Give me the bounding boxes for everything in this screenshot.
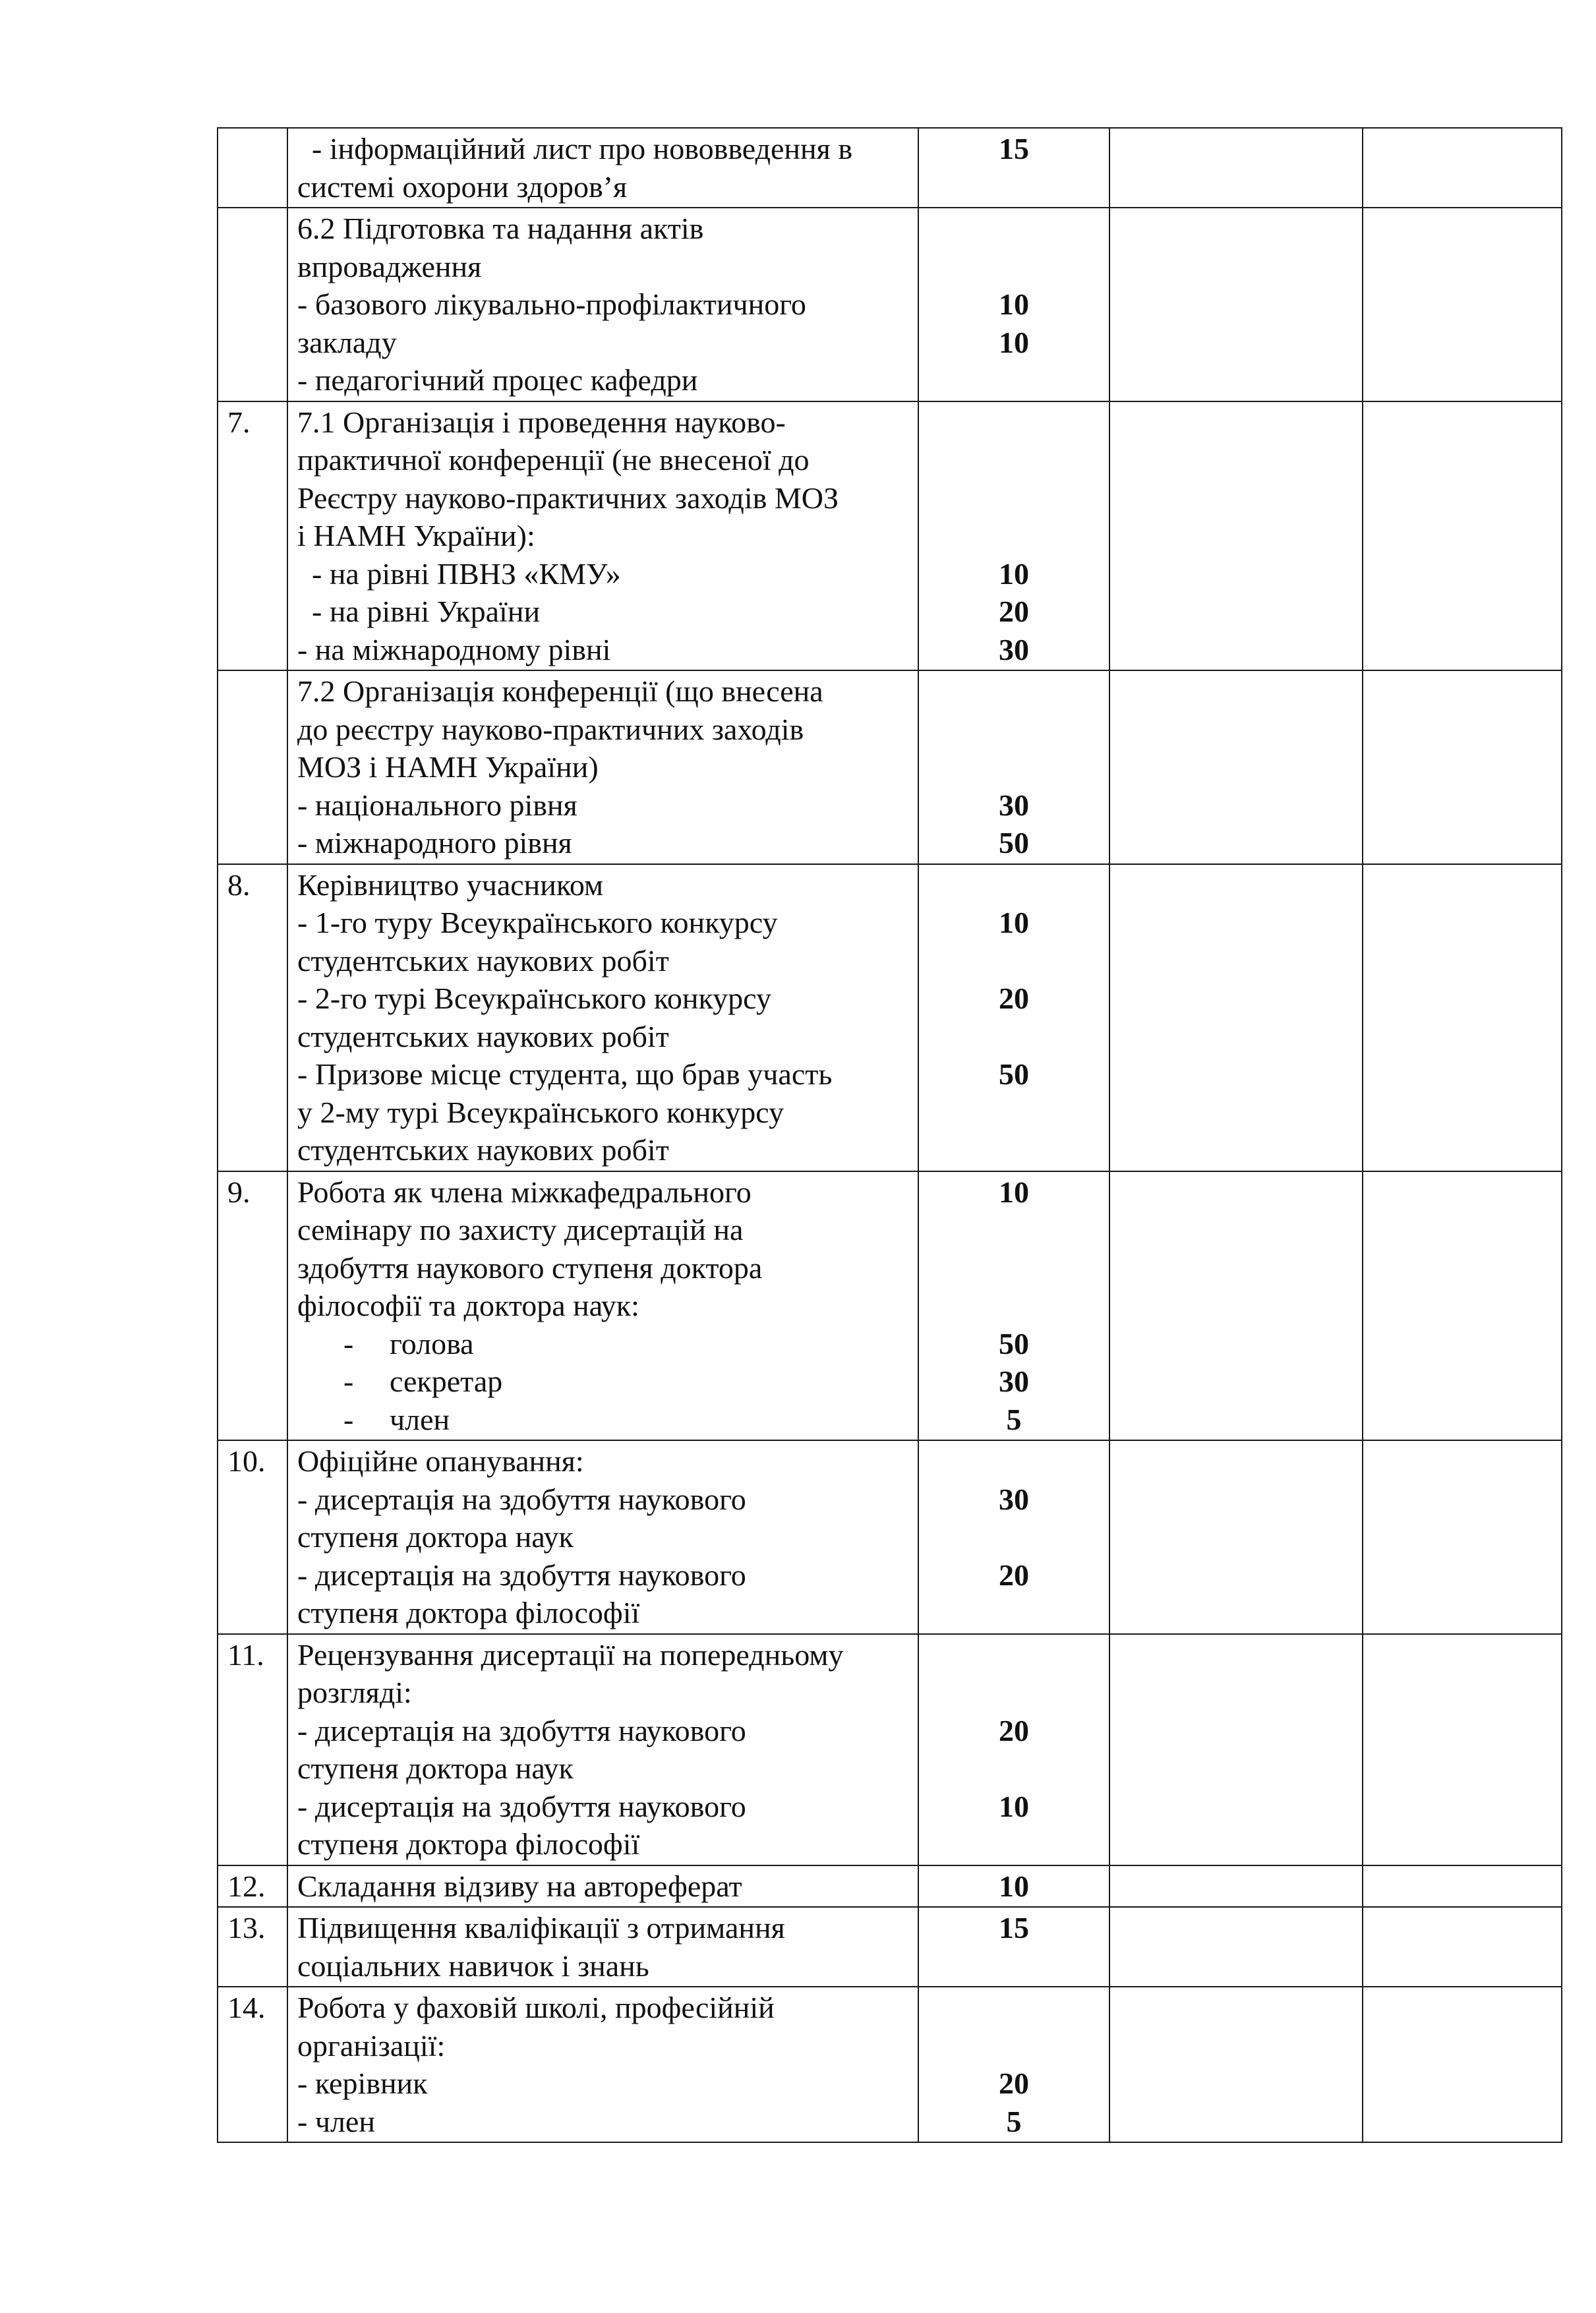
empty-cell <box>1109 864 1363 1171</box>
criterion-description: 6.2 Підготовка та надання актів впровадження - базового лікувально-профілактичного закладу - педагогічний процес кафедри <box>287 208 918 401</box>
points-cell: 10 <box>918 1865 1109 1908</box>
row-number: 11. <box>218 1634 287 1865</box>
table-row <box>218 1907 1562 1987</box>
criterion-description: - інформаційний лист про нововведення в системі охорони здоров’я <box>287 128 918 208</box>
points-cell: 30 50 <box>918 670 1109 864</box>
criterion-description: Рецензування дисертації на попередньому розгляді: - дисертація на здобуття наукового ступеня доктора наук - дисертація на здобуття наукового ступеня доктора філософії <box>287 1634 918 1865</box>
empty-cell <box>1109 128 1363 208</box>
points-cell: 10 20 50 <box>918 864 1109 1171</box>
table-row <box>218 1440 1562 1634</box>
criterion-description: Підвищення кваліфікації з отримання соціальних навичок і знань <box>287 1907 918 1987</box>
criterion-description: Робота у фаховій школі, професійній організації: - керівник - член <box>287 1987 918 2142</box>
table-row <box>218 401 1562 671</box>
empty-cell <box>1109 1907 1363 1987</box>
table-row <box>218 208 1562 401</box>
row-number <box>218 670 287 864</box>
points-cell: 30 20 <box>918 1440 1109 1634</box>
table-row <box>218 1987 1562 2142</box>
criterion-description: 7.1 Організація і проведення науково- практичної конференції (не внесеної до Реєстру науково-практичних заходів МОЗ і НАМН України): - на рівні ПВНЗ «КМУ» - на рівні України - на міжнародному рівні <box>287 401 918 671</box>
empty-cell <box>1109 670 1363 864</box>
criterion-description: Складання відзиву на автореферат <box>287 1865 918 1908</box>
points-cell: 15 <box>918 128 1109 208</box>
empty-cell <box>1109 1440 1363 1634</box>
empty-cell <box>1363 1634 1562 1865</box>
points-cell: 15 <box>918 1907 1109 1987</box>
table-row <box>218 1171 1562 1441</box>
empty-cell <box>1363 1171 1562 1441</box>
row-number: 14. <box>218 1987 287 2142</box>
points-cell: 20 5 <box>918 1987 1109 2142</box>
empty-cell <box>1109 1634 1363 1865</box>
empty-cell <box>1109 1171 1363 1441</box>
points-cell: 20 10 <box>918 1634 1109 1865</box>
points-cell: 10 10 <box>918 208 1109 401</box>
table-row <box>218 864 1562 1171</box>
row-number: 13. <box>218 1907 287 1987</box>
row-number <box>218 208 287 401</box>
criterion-description: Офіційне опанування: - дисертація на здобуття наукового ступеня доктора наук - дисертація на здобуття наукового ступеня доктора філософії <box>287 1440 918 1634</box>
row-number: 8. <box>218 864 287 1171</box>
criteria-table <box>217 127 1562 2143</box>
criterion-description: Робота як члена міжкафедрального семінару по захисту дисертацій на здобуття наукового ступеня доктора філософії та доктора наук: - голова - секретар - член <box>287 1171 918 1441</box>
criterion-description: Керівництво учасником - 1-го туру Всеукраїнського конкурсу студентських наукових робіт - 2-го турі Всеукраїнського конкурсу студентських наукових робіт - Призове місце студента, що брав участь у 2-му турі Всеукраїнського конкурсу студентських наукових робіт <box>287 864 918 1171</box>
criterion-description: 7.2 Організація конференції (що внесена до реєстру науково-практичних заходів МОЗ і НАМН України) - національного рівня - міжнародного рівня <box>287 670 918 864</box>
row-number: 7. <box>218 401 287 671</box>
row-number: 9. <box>218 1171 287 1441</box>
empty-cell <box>1363 1440 1562 1634</box>
empty-cell <box>1363 128 1562 208</box>
points-cell: 10 20 30 <box>918 401 1109 671</box>
table-row <box>218 1865 1562 1908</box>
row-number <box>218 128 287 208</box>
row-number: 10. <box>218 1440 287 1634</box>
empty-cell <box>1109 1865 1363 1908</box>
table-row <box>218 670 1562 864</box>
empty-cell <box>1363 1907 1562 1987</box>
empty-cell <box>1363 864 1562 1171</box>
empty-cell <box>1109 401 1363 671</box>
table-row <box>218 1634 1562 1865</box>
empty-cell <box>1363 670 1562 864</box>
table-row <box>218 128 1562 208</box>
empty-cell <box>1109 208 1363 401</box>
points-cell: 10 50 30 5 <box>918 1171 1109 1441</box>
empty-cell <box>1109 1987 1363 2142</box>
empty-cell <box>1363 1987 1562 2142</box>
empty-cell <box>1363 208 1562 401</box>
empty-cell <box>1363 1865 1562 1908</box>
empty-cell <box>1363 401 1562 671</box>
row-number: 12. <box>218 1865 287 1908</box>
